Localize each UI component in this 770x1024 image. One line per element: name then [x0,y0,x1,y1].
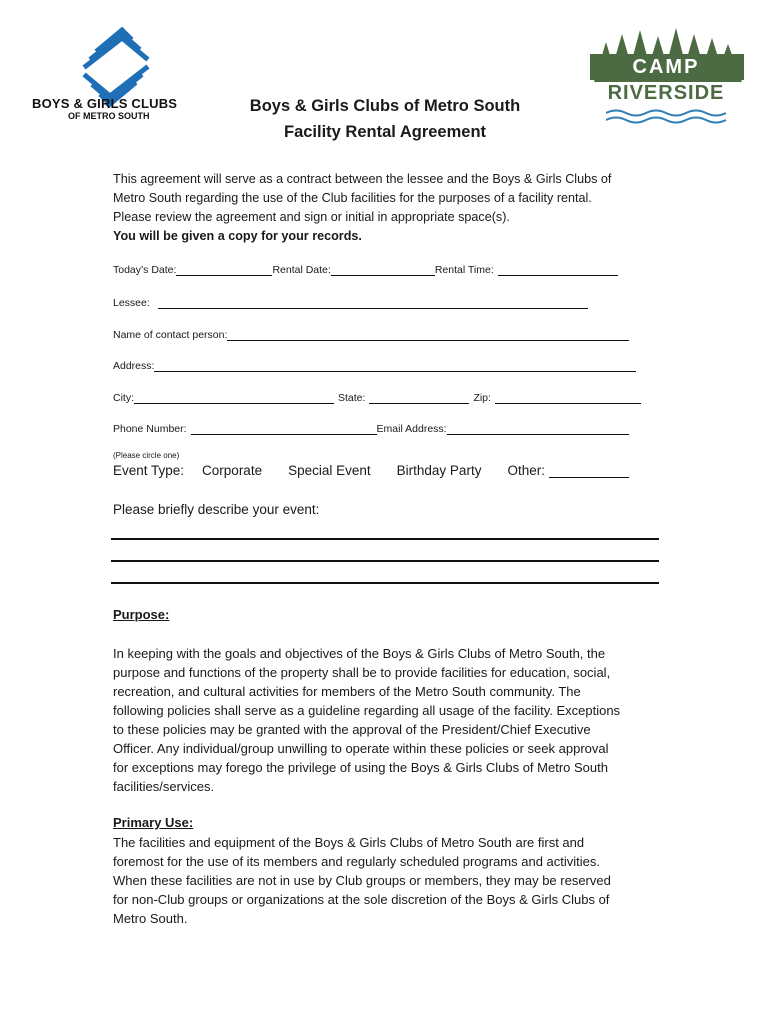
phone-field[interactable] [191,423,377,435]
purpose-paragraph [113,644,673,796]
intro-bold-line: You will be given a copy for your records. [113,229,362,243]
page-title-line1: Boys & Girls Clubs of Metro South [249,97,521,115]
phone-row [113,423,643,435]
describe-line-3[interactable] [111,582,659,584]
event-option-birthday-party[interactable]: Birthday Party [396,463,482,478]
primary-use-line: for non-Club groups or organizations at the sole discretion of the Boys & Girls Clubs of [113,892,610,907]
event-option-corporate[interactable]: Corporate [202,463,263,478]
phone-label: Phone Number: [113,423,187,435]
lessee-label: Lessee: [113,297,150,309]
lessee-row [113,297,643,309]
event-option-other-label: Other: [507,463,545,478]
bgc-logo-line2: OF METRO SOUTH [68,111,150,121]
bgc-logo-line1: BOYS & GIRLS CLUBS [32,96,178,111]
describe-prompt: Please briefly describe your event: [113,502,320,517]
purpose-line: purpose and functions of the property shall be to provide facilities for education, social, [113,665,611,680]
purpose-line: for exceptions may forego the privilege of using the Boys & Girls Clubs of Metro South [113,760,608,775]
email-label: Email Address: [376,423,447,435]
city-field[interactable] [134,392,334,404]
intro-line: Please review the agreement and sign or initial in appropriate space(s). [113,210,510,224]
purpose-line: In keeping with the goals and objectives of the Boys & Girls Clubs of Metro South, the [113,646,606,661]
event-type-label: Event Type: [113,463,185,478]
circle-one-note: (Please circle one) [113,451,180,460]
intro-paragraph [113,170,673,246]
lessee-field[interactable] [158,297,588,309]
purpose-line: following policies shall serve as a guideline regarding all usage of the facility. Exceptions [113,703,621,718]
event-other-field[interactable] [549,463,629,478]
city-row [113,392,643,404]
rental-time-field[interactable] [498,264,618,276]
address-row [113,360,643,372]
zip-label: Zip: [473,392,491,404]
page-title-line2: Facility Rental Agreement [283,123,487,141]
todays-date-field[interactable] [176,264,272,276]
rental-time-label: Rental Time: [434,264,494,276]
contact-row [113,329,643,341]
contact-field[interactable] [227,329,629,341]
dates-row [113,264,643,276]
purpose-line: to these policies may be granted with the approval of the President/Chief Executive [113,722,591,737]
intro-line: Metro South regarding the use of the Club facilities for the purposes of a facility rental. [113,191,592,205]
describe-line-1[interactable] [111,538,659,540]
primary-use-line: Metro South. [113,911,188,926]
primary-use-line: The facilities and equipment of the Boys & Girls Clubs of Metro South are first and [113,835,585,850]
state-field[interactable] [369,392,469,404]
purpose-line: Officer. Any individual/group unwilling to operate within these policies or seek approval [113,741,609,756]
primary-use-line: When these facilities are not in use by Club groups or members, they may be reserved [113,873,611,888]
purpose-line: facilities/services. [113,779,215,794]
city-label: City: [113,392,134,404]
event-option-special-event[interactable]: Special Event [288,463,371,478]
primary-use-paragraph [113,833,673,928]
intro-line: This agreement will serve as a contract between the lessee and the Boys & Girls Clubs of [113,172,612,186]
event-type-row [113,463,629,478]
address-field[interactable] [154,360,636,372]
state-label: State: [338,392,366,404]
rental-date-field[interactable] [331,264,435,276]
describe-line-2[interactable] [111,560,659,562]
todays-date-label: Today’s Date: [113,264,177,276]
camp-logo-line1: CAMP [632,56,700,78]
rental-date-label: Rental Date: [272,264,331,276]
address-label: Address: [113,360,155,372]
email-field[interactable] [447,423,629,435]
camp-logo-line2: RIVERSIDE [607,82,725,104]
contact-label: Name of contact person: [113,329,228,341]
primary-use-heading: Primary Use: [113,815,194,830]
purpose-line: recreation, and cultural activities for members of the Metro South community. The [113,684,581,699]
primary-use-line: foremost for the use of its members and regularly scheduled programs and activities. [113,854,601,869]
purpose-heading: Purpose: [113,607,170,622]
zip-field[interactable] [495,392,641,404]
